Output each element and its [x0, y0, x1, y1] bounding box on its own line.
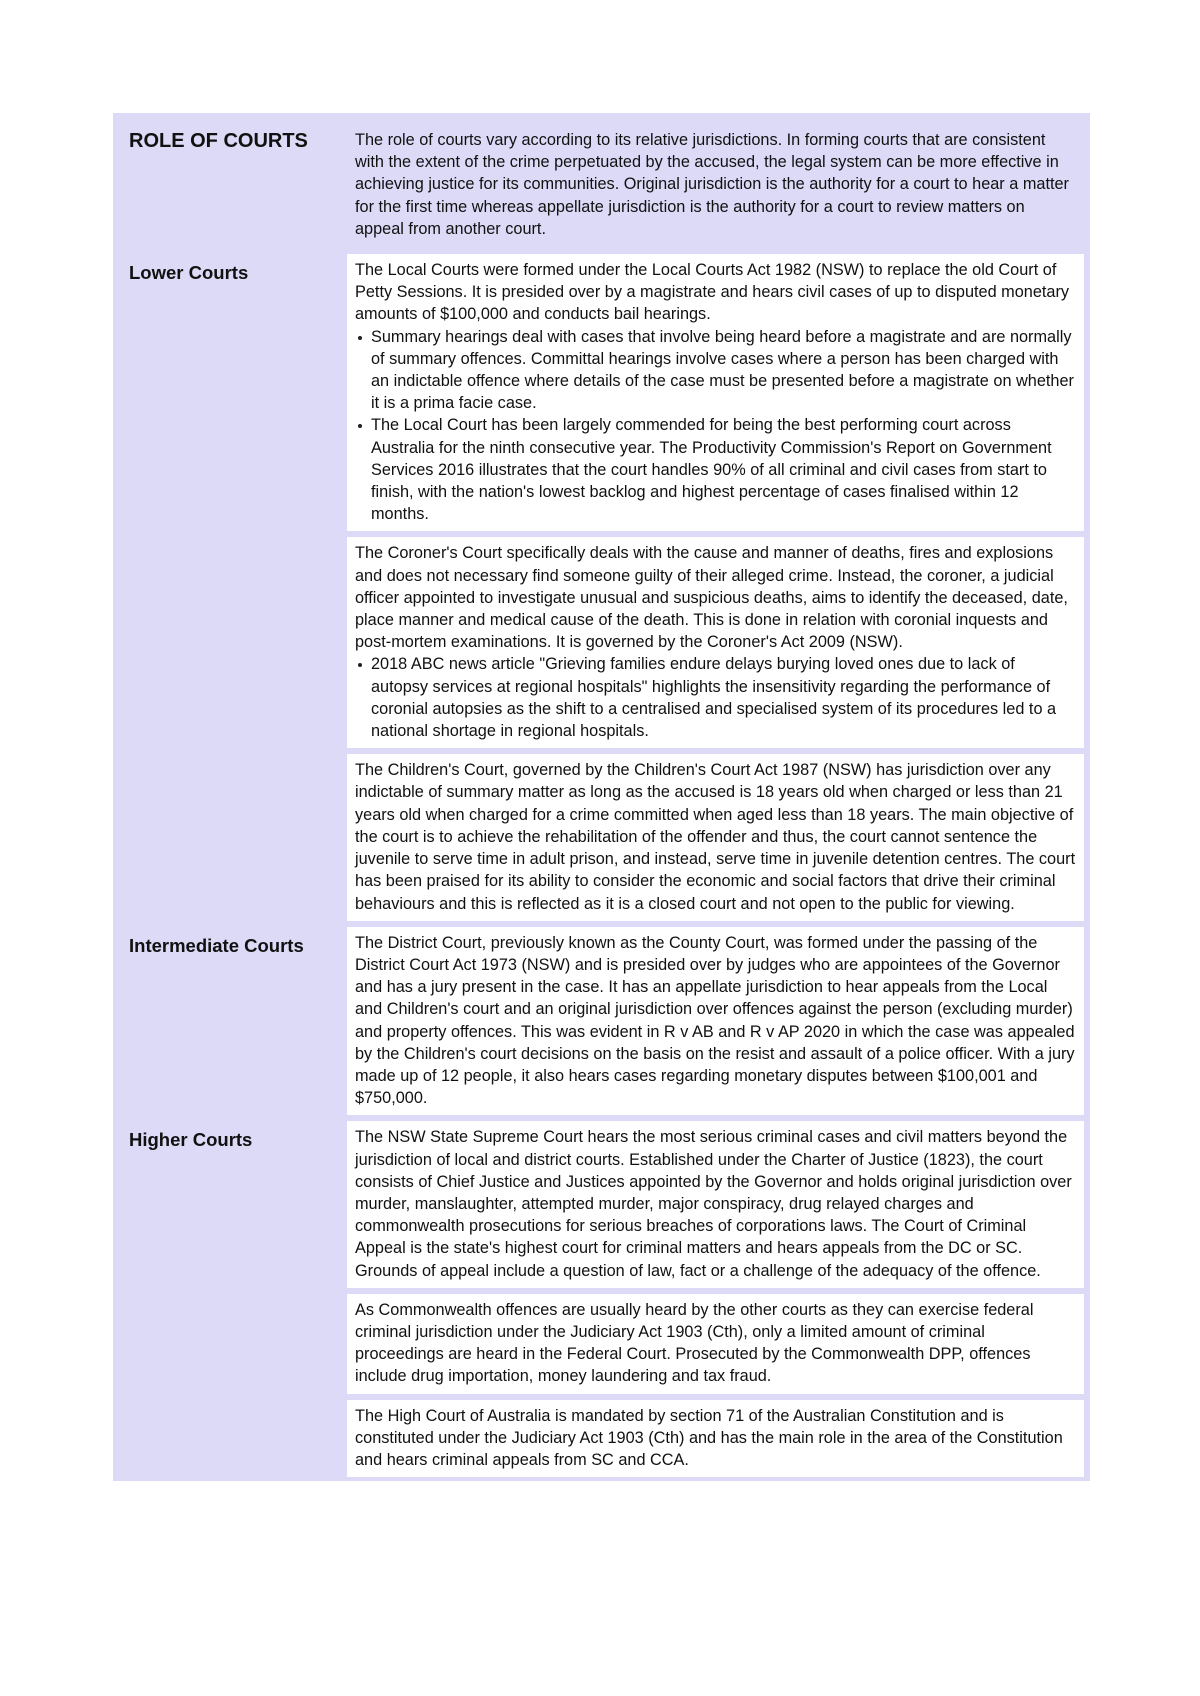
- list-item: 2018 ABC news article "Grieving families endure delays burying loved ones due to lack of autopsy services at regional hospitals" highlights the insensitivity regarding the performance of coronial autopsies as the shift to a centralised and specialised system of its procedures led to a national shortage in regional hospitals.: [371, 653, 1076, 742]
- heading-lower-courts: Lower Courts: [129, 262, 249, 284]
- local-court-cell: [347, 254, 1084, 531]
- district-court-cell: [347, 927, 1084, 1116]
- paragraph: The NSW State Supreme Court hears the most serious criminal cases and civil matters beyond the jurisdiction of local and district courts. Established under the Charter of Justice (1823), the court consists of Chief Justice and Justices appointed by the Governor and holds original jurisdiction over murder, manslaughter, attempted murder, major conspiracy, drug relayed charges and commonwealth prosecutions for serious breaches of corporations laws. The Court of Criminal Appeal is the state's highest court for criminal matters and hears appeals from the DC or SC. Grounds of appeal include a question of law, fact or a challenge of the adequacy of the offence.: [355, 1128, 1072, 1280]
- court-table: [113, 113, 1090, 1481]
- list-item: The Local Court has been largely commended for being the best performing court across Australia for the ninth consecutive year. The Productivity Commission's Report on Government Services 2016 illustrates that the court handles 90% of all criminal and civil cases from start to finish, with the nation's lowest backlog and highest percentage of cases finalised within 12 months.: [371, 414, 1076, 525]
- heading-intermediate-courts: Intermediate Courts: [129, 934, 304, 956]
- row-higher-courts: [113, 1121, 1090, 1477]
- paragraph: The role of courts vary according to its relative jurisdictions. In forming courts that are consistent with the extent of the crime perpetuated by the accused, the legal system can be more effective in achieving justice for its communities. Original jurisdiction is the authority for a court to hear a matter for the first time whereas appellate jurisdiction is the authority for a court to review matters on appeal from another court.: [355, 131, 1069, 238]
- paragraph: The Local Courts were formed under the Local Courts Act 1982 (NSW) to replace the old Court of Petty Sessions. It is presided over by a magistrate and hears civil cases of up to disputed monetary amounts of $100,000 and conducts bail hearings.: [355, 261, 1070, 324]
- paragraph: The High Court of Australia is mandated by section 71 of the Australian Constitution and is constituted under the Judiciary Act 1903 (Cth) and has the main role in the area of the Constitution and hears criminal appeals from SC and CCA.: [355, 1406, 1063, 1469]
- coroners-court-cell: [347, 537, 1084, 748]
- row-role-of-courts: [113, 113, 1090, 248]
- paragraph: The Coroner's Court specifically deals with the cause and manner of deaths, fires and explosions and does not necessary find someone guilty of their alleged crime. Instead, the coroner, a judicial officer appointed to investigate unusual and suspicious deaths, aims to identify the deceased, date, place manner and medical cause of the death. This is done in relation with coronial inquests and post-mortem examinations. It is governed by the Coroner's Act 2009 (NSW).: [355, 544, 1068, 652]
- row-lower-courts: [113, 254, 1090, 921]
- supreme-court-cell: [347, 1121, 1084, 1287]
- bullet-list: [355, 653, 1076, 742]
- heading-higher-courts: Higher Courts: [129, 1129, 253, 1151]
- paragraph: As Commonwealth offences are usually heard by the other courts as they can exercise federal criminal jurisdiction under the Judiciary Act 1903 (Cth), only a limited amount of criminal proceedings are heard in the Federal Court. Prosecuted by the Commonwealth DPP, offences include drug importation, money laundering and tax fraud.: [355, 1300, 1034, 1386]
- role-of-courts-text: [347, 113, 1084, 248]
- heading-role-of-courts: ROLE OF COURTS: [129, 130, 308, 152]
- bullet-list: [355, 326, 1076, 526]
- paragraph: The District Court, previously known as the County Court, was formed under the passing of the District Court Act 1973 (NSW) and is presided over by judges who are appointees of the Governor and has a jury present in the case. It has an appellate jurisdiction to hear appeals from the Local and Children's court and an original jurisdiction over offences against the person (excluding murder) and property offences. This was evident in R v AB and R v AP 2020 in which the case was appealed by the Children's court decisions on the basis on the resist and assault of a police officer. With a jury made up of 12 people, it also hears cases regarding monetary disputes between $100,001 and $750,000.: [355, 933, 1075, 1108]
- high-court-cell: [347, 1400, 1084, 1478]
- childrens-court-cell: [347, 754, 1084, 920]
- row-intermediate-courts: [113, 927, 1090, 1116]
- list-item: Summary hearings deal with cases that involve being heard before a magistrate and are normally of summary offences. Committal hearings involve cases where a person has been charged with an indictable offence where details of the case must be presented before a magistrate on whether it is a prima facie case.: [371, 326, 1076, 415]
- paragraph: The Children's Court, governed by the Children's Court Act 1987 (NSW) has jurisdiction over any indictable of summary matter as long as the accused is 18 years old when charged or less than 21 years old when charged for a crime committed when aged less than 18 years. The main objective of the court is to achieve the rehabilitation of the offender and thus, the court cannot sentence the juvenile to serve time in adult prison, and instead, serve time in juvenile detention centres. The court has been praised for its ability to consider the economic and social factors that drive their criminal behaviours and this is reflected as it is a closed court and not open to the public for viewing.: [355, 761, 1076, 913]
- federal-court-cell: [347, 1294, 1084, 1394]
